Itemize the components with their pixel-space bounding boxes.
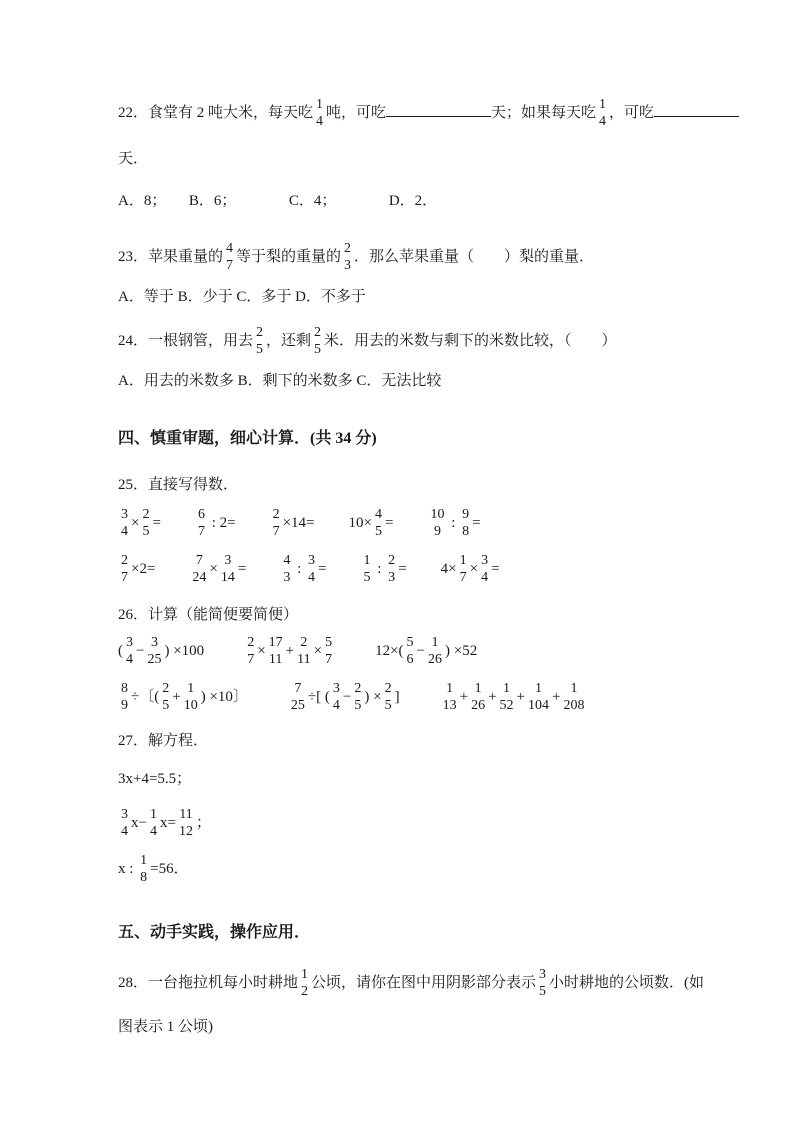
fraction-denominator: 26 xyxy=(428,651,443,667)
answer-blank xyxy=(654,112,739,117)
text-run: × xyxy=(257,643,266,659)
question-28-text-continued: 图表示 1 公顷) xyxy=(118,1019,213,1035)
fraction xyxy=(468,681,488,713)
text-run: ÷〔( xyxy=(131,689,160,705)
text-run: × xyxy=(469,561,479,577)
fraction-denominator: 8 xyxy=(462,523,470,539)
fraction xyxy=(440,681,460,713)
fraction-denominator: 4 xyxy=(481,569,489,585)
fraction xyxy=(118,507,131,539)
text-run: ； xyxy=(195,815,211,831)
fraction-denominator: 4 xyxy=(121,523,128,539)
fraction-numerator: 3 xyxy=(121,807,128,823)
question-27-equation-3 xyxy=(118,846,753,892)
fraction xyxy=(536,967,549,999)
fraction-denominator: 5 xyxy=(374,523,382,539)
fraction-denominator: 104 xyxy=(528,697,549,713)
question-26-row-2 xyxy=(118,674,753,720)
math-expression xyxy=(118,500,161,546)
fraction-numerator: 1 xyxy=(187,681,195,697)
fraction xyxy=(280,553,293,585)
text-run: 28．一台拖拉机每小时耕地 xyxy=(118,975,299,991)
fraction xyxy=(404,635,417,667)
fraction xyxy=(266,635,286,667)
text-run: : xyxy=(293,561,306,577)
section-5-heading: 五、动手实践，操作应用． xyxy=(118,924,311,941)
fraction xyxy=(372,507,385,539)
fraction xyxy=(298,967,311,999)
text-run: ) × xyxy=(364,689,382,705)
fraction-numerator: 3 xyxy=(481,553,489,569)
text-run: ( xyxy=(118,643,123,659)
question-27-equation-2 xyxy=(118,800,753,846)
fraction xyxy=(123,635,136,667)
fraction-denominator: 5 xyxy=(314,341,322,357)
fraction xyxy=(351,681,364,713)
question-26-row-1 xyxy=(118,628,753,674)
fraction xyxy=(189,553,209,585)
fraction xyxy=(425,635,445,667)
fraction-denominator: 14 xyxy=(220,569,235,585)
text-run: + xyxy=(459,689,469,705)
fraction-denominator: 7 xyxy=(247,651,255,667)
fraction-numerator: 2 xyxy=(162,681,170,697)
text-run: ) ×52 xyxy=(445,643,478,659)
math-expression xyxy=(441,546,500,592)
text-run: 22．食堂有 2 吨大米，每天吃 xyxy=(118,105,314,121)
text-run: = xyxy=(152,515,161,531)
fraction-numerator: 1 xyxy=(140,853,148,869)
fraction-numerator: 3 xyxy=(224,553,232,569)
fraction-denominator: 4 xyxy=(126,651,133,667)
text-run: 10× xyxy=(348,515,372,531)
question-22-text-continued: 天． xyxy=(118,151,149,167)
fraction-numerator: 2 xyxy=(384,681,392,697)
fraction-numerator: 8 xyxy=(121,681,128,697)
question-25-row-2 xyxy=(118,546,753,592)
fraction-numerator: 5 xyxy=(406,635,414,651)
fraction xyxy=(195,507,208,539)
math-expression xyxy=(375,628,477,674)
math-expression xyxy=(288,674,400,720)
fraction-denominator: 7 xyxy=(459,569,467,585)
question-24-text xyxy=(118,318,753,364)
fraction-numerator: 9 xyxy=(462,507,470,523)
fraction xyxy=(560,681,587,713)
text-run: 12×( xyxy=(375,643,404,659)
fraction-numerator: 3 xyxy=(126,635,133,651)
fraction-denominator: 52 xyxy=(499,697,514,713)
fraction-denominator: 26 xyxy=(471,697,486,713)
fraction-numerator: 1 xyxy=(459,553,467,569)
text-run: − xyxy=(136,643,145,659)
fraction-numerator: 1 xyxy=(535,681,542,697)
fraction-numerator: 2 xyxy=(300,635,308,651)
text-run: 等于梨的重量的 xyxy=(236,249,342,265)
fraction xyxy=(478,553,491,585)
fraction-denominator: 3 xyxy=(344,257,352,273)
fraction-numerator: 2 xyxy=(354,681,362,697)
fraction xyxy=(137,853,150,885)
text-run: = xyxy=(491,561,500,577)
fraction xyxy=(322,635,335,667)
fraction-numerator: 4 xyxy=(226,241,234,257)
math-expression xyxy=(427,500,480,546)
fraction xyxy=(270,507,283,539)
math-expression xyxy=(118,546,155,592)
fraction-numerator: 4 xyxy=(283,553,291,569)
text-run: ，可吃 xyxy=(609,105,655,121)
text-run: + xyxy=(488,689,497,705)
fraction-numerator: 1 xyxy=(149,807,157,823)
fraction-numerator: 2 xyxy=(388,553,396,569)
fraction-numerator: 10 xyxy=(430,507,445,523)
fraction-numerator: 2 xyxy=(142,507,150,523)
fraction-denominator: 11 xyxy=(268,651,283,667)
fraction-denominator: 208 xyxy=(563,697,585,713)
fraction xyxy=(294,635,313,667)
fraction-denominator: 3 xyxy=(388,569,396,585)
text-run: × xyxy=(209,561,218,577)
fraction-numerator: 6 xyxy=(197,507,205,523)
question-23-text xyxy=(118,234,753,280)
question-22-text xyxy=(118,90,753,136)
fraction-denominator: 9 xyxy=(121,697,128,713)
question-22-options: A．8； B．6； C．4； D．2． xyxy=(118,193,438,209)
text-run: ÷[ ( xyxy=(307,689,330,705)
fraction-denominator: 24 xyxy=(192,569,207,585)
fraction xyxy=(596,97,609,129)
fraction-denominator: 25 xyxy=(147,651,162,667)
question-28-text xyxy=(118,960,753,1006)
fraction xyxy=(288,681,308,713)
fraction-numerator: 3 xyxy=(332,681,340,697)
fraction-numerator: 1 xyxy=(474,681,482,697)
math-expression xyxy=(270,500,315,546)
fraction-denominator: 5 xyxy=(162,697,170,713)
fraction xyxy=(525,681,552,713)
fraction xyxy=(313,97,326,129)
fraction-denominator: 5 xyxy=(142,523,150,539)
text-run: ，还剩 xyxy=(266,333,312,349)
question-23-options: A．等于 B．少于 C．多于 D．不多于 xyxy=(118,289,366,305)
fraction-numerator: 2 xyxy=(344,241,352,257)
fraction-numerator: 1 xyxy=(301,967,309,983)
fraction xyxy=(118,807,131,839)
fraction-denominator: 5 xyxy=(539,983,547,999)
text-run: ) ×10〕 xyxy=(200,689,248,705)
fraction-denominator: 4 xyxy=(308,569,316,585)
fraction xyxy=(361,553,374,585)
text-run: : xyxy=(447,515,460,531)
fraction-denominator: 7 xyxy=(272,523,280,539)
text-run: ×14= xyxy=(282,515,315,531)
fraction xyxy=(385,553,398,585)
answer-blank xyxy=(386,112,491,117)
text-run: = xyxy=(237,561,247,577)
math-expression xyxy=(189,546,246,592)
math-expression xyxy=(440,674,588,720)
math-expression xyxy=(349,500,394,546)
text-run: 24．一根钢管，用去 xyxy=(118,333,254,349)
question-25-row-1 xyxy=(118,500,753,546)
math-expression xyxy=(361,546,407,592)
fraction-denominator: 7 xyxy=(197,523,205,539)
fraction-numerator: 2 xyxy=(314,325,322,341)
text-run: 米．用去的米数与剩下的米数比较，（ ） xyxy=(324,333,617,349)
fraction-numerator: 1 xyxy=(446,681,454,697)
text-run: × xyxy=(131,515,140,531)
question-25-label: 25．直接写得数． xyxy=(118,477,239,493)
fraction-denominator: 9 xyxy=(433,523,441,539)
fraction xyxy=(144,635,164,667)
fraction xyxy=(427,507,447,539)
fraction-denominator: 4 xyxy=(121,823,128,839)
fraction-denominator: 10 xyxy=(183,697,198,713)
fraction-denominator: 12 xyxy=(178,823,193,839)
fraction-numerator: 7 xyxy=(195,553,203,569)
math-expression xyxy=(195,500,236,546)
text-run: =56． xyxy=(150,861,189,877)
math-expression xyxy=(118,628,204,674)
fraction-denominator: 3 xyxy=(283,569,291,585)
text-run: x− xyxy=(131,815,147,831)
question-26-label: 26．计算（能简便要简便） xyxy=(118,607,299,623)
fraction-numerator: 3 xyxy=(539,967,547,983)
text-run: = xyxy=(472,515,481,531)
fraction-denominator: 8 xyxy=(140,869,148,885)
text-run: 4× xyxy=(440,561,457,577)
fraction xyxy=(118,681,131,713)
question-27-label: 27．解方程． xyxy=(118,733,209,749)
fraction-numerator: 5 xyxy=(325,635,333,651)
fraction-numerator: 1 xyxy=(316,97,324,113)
fraction xyxy=(118,553,131,585)
text-run: = xyxy=(398,561,407,577)
text-run: ．那么苹果重量（ ）梨的重量． xyxy=(354,249,595,265)
fraction-numerator: 1 xyxy=(570,681,578,697)
text-run: = xyxy=(384,515,394,531)
question-24-options: A．用去的米数多 B．剩下的米数多 C．无法比较 xyxy=(118,373,442,389)
fraction-denominator: 4 xyxy=(599,113,607,129)
text-run: = xyxy=(318,561,327,577)
text-run: + xyxy=(172,689,181,705)
fraction-numerator: 2 xyxy=(256,325,264,341)
text-run: + xyxy=(552,689,561,705)
fraction xyxy=(311,325,324,357)
text-run: x : xyxy=(118,861,138,877)
fraction-numerator: 7 xyxy=(294,681,302,697)
math-expression xyxy=(244,628,335,674)
text-run: × xyxy=(313,643,323,659)
math-expression xyxy=(118,674,248,720)
text-run: 小时耕地的公顷数．(如 xyxy=(549,975,705,991)
fraction-denominator: 4 xyxy=(316,113,324,129)
fraction-numerator: 1 xyxy=(503,681,511,697)
fraction xyxy=(176,807,196,839)
text-run: 公顷，请你在图中用阴影部分表示 xyxy=(311,975,537,991)
fraction-numerator: 1 xyxy=(431,635,439,651)
text-run: : 2= xyxy=(207,515,236,531)
fraction-denominator: 4 xyxy=(149,823,157,839)
text-run: + xyxy=(285,643,295,659)
text-run: x= xyxy=(159,815,176,831)
fraction-numerator: 3 xyxy=(308,553,316,569)
fraction xyxy=(459,507,472,539)
fraction-numerator: 3 xyxy=(121,507,128,523)
fraction xyxy=(341,241,354,273)
fraction xyxy=(253,325,266,357)
fraction-numerator: 4 xyxy=(374,507,382,523)
fraction-denominator: 7 xyxy=(325,651,333,667)
fraction-denominator: 4 xyxy=(332,697,340,713)
fraction xyxy=(223,241,236,273)
fraction xyxy=(330,681,343,713)
text-run: 23．苹果重量的 xyxy=(118,249,224,265)
fraction-denominator: 13 xyxy=(442,697,457,713)
text-run: ] xyxy=(394,689,400,705)
text-run: + xyxy=(516,689,525,705)
text-run: 天；如果每天吃 xyxy=(491,105,597,121)
fraction xyxy=(159,681,172,713)
fraction-numerator: 1 xyxy=(599,97,607,113)
text-run: − xyxy=(342,689,352,705)
fraction-numerator: 17 xyxy=(268,635,283,651)
fraction-numerator: 3 xyxy=(150,635,158,651)
fraction xyxy=(305,553,318,585)
fraction xyxy=(497,681,517,713)
text-run: − xyxy=(416,643,426,659)
fraction-denominator: 7 xyxy=(121,569,128,585)
fraction-denominator: 7 xyxy=(226,257,234,273)
fraction xyxy=(457,553,470,585)
fraction-denominator: 25 xyxy=(290,697,305,713)
fraction xyxy=(181,681,201,713)
fraction-denominator: 2 xyxy=(301,983,309,999)
text-run: ) ×100 xyxy=(164,643,205,659)
fraction xyxy=(382,681,395,713)
section-4-heading: 四、慎重审题，细心计算．(共 34 分) xyxy=(118,430,377,447)
text-run: ×2= xyxy=(131,561,156,577)
fraction-denominator: 11 xyxy=(297,651,311,667)
fraction-numerator: 2 xyxy=(272,507,280,523)
fraction xyxy=(139,507,152,539)
text-run: 吨，可吃 xyxy=(326,105,387,121)
fraction-numerator: 11 xyxy=(179,807,193,823)
fraction xyxy=(147,807,160,839)
fraction-denominator: 5 xyxy=(384,697,392,713)
fraction-denominator: 6 xyxy=(406,651,414,667)
fraction-numerator: 2 xyxy=(247,635,255,651)
math-expression xyxy=(280,546,326,592)
fraction-denominator: 5 xyxy=(354,697,362,713)
text-run: : xyxy=(373,561,386,577)
fraction-denominator: 5 xyxy=(363,569,371,585)
fraction-denominator: 5 xyxy=(256,341,264,357)
fraction xyxy=(218,553,238,585)
question-27-equation-1: 3x+4=5.5； xyxy=(118,771,192,787)
fraction xyxy=(244,635,257,667)
fraction-numerator: 1 xyxy=(363,553,371,569)
fraction-numerator: 2 xyxy=(121,553,128,569)
